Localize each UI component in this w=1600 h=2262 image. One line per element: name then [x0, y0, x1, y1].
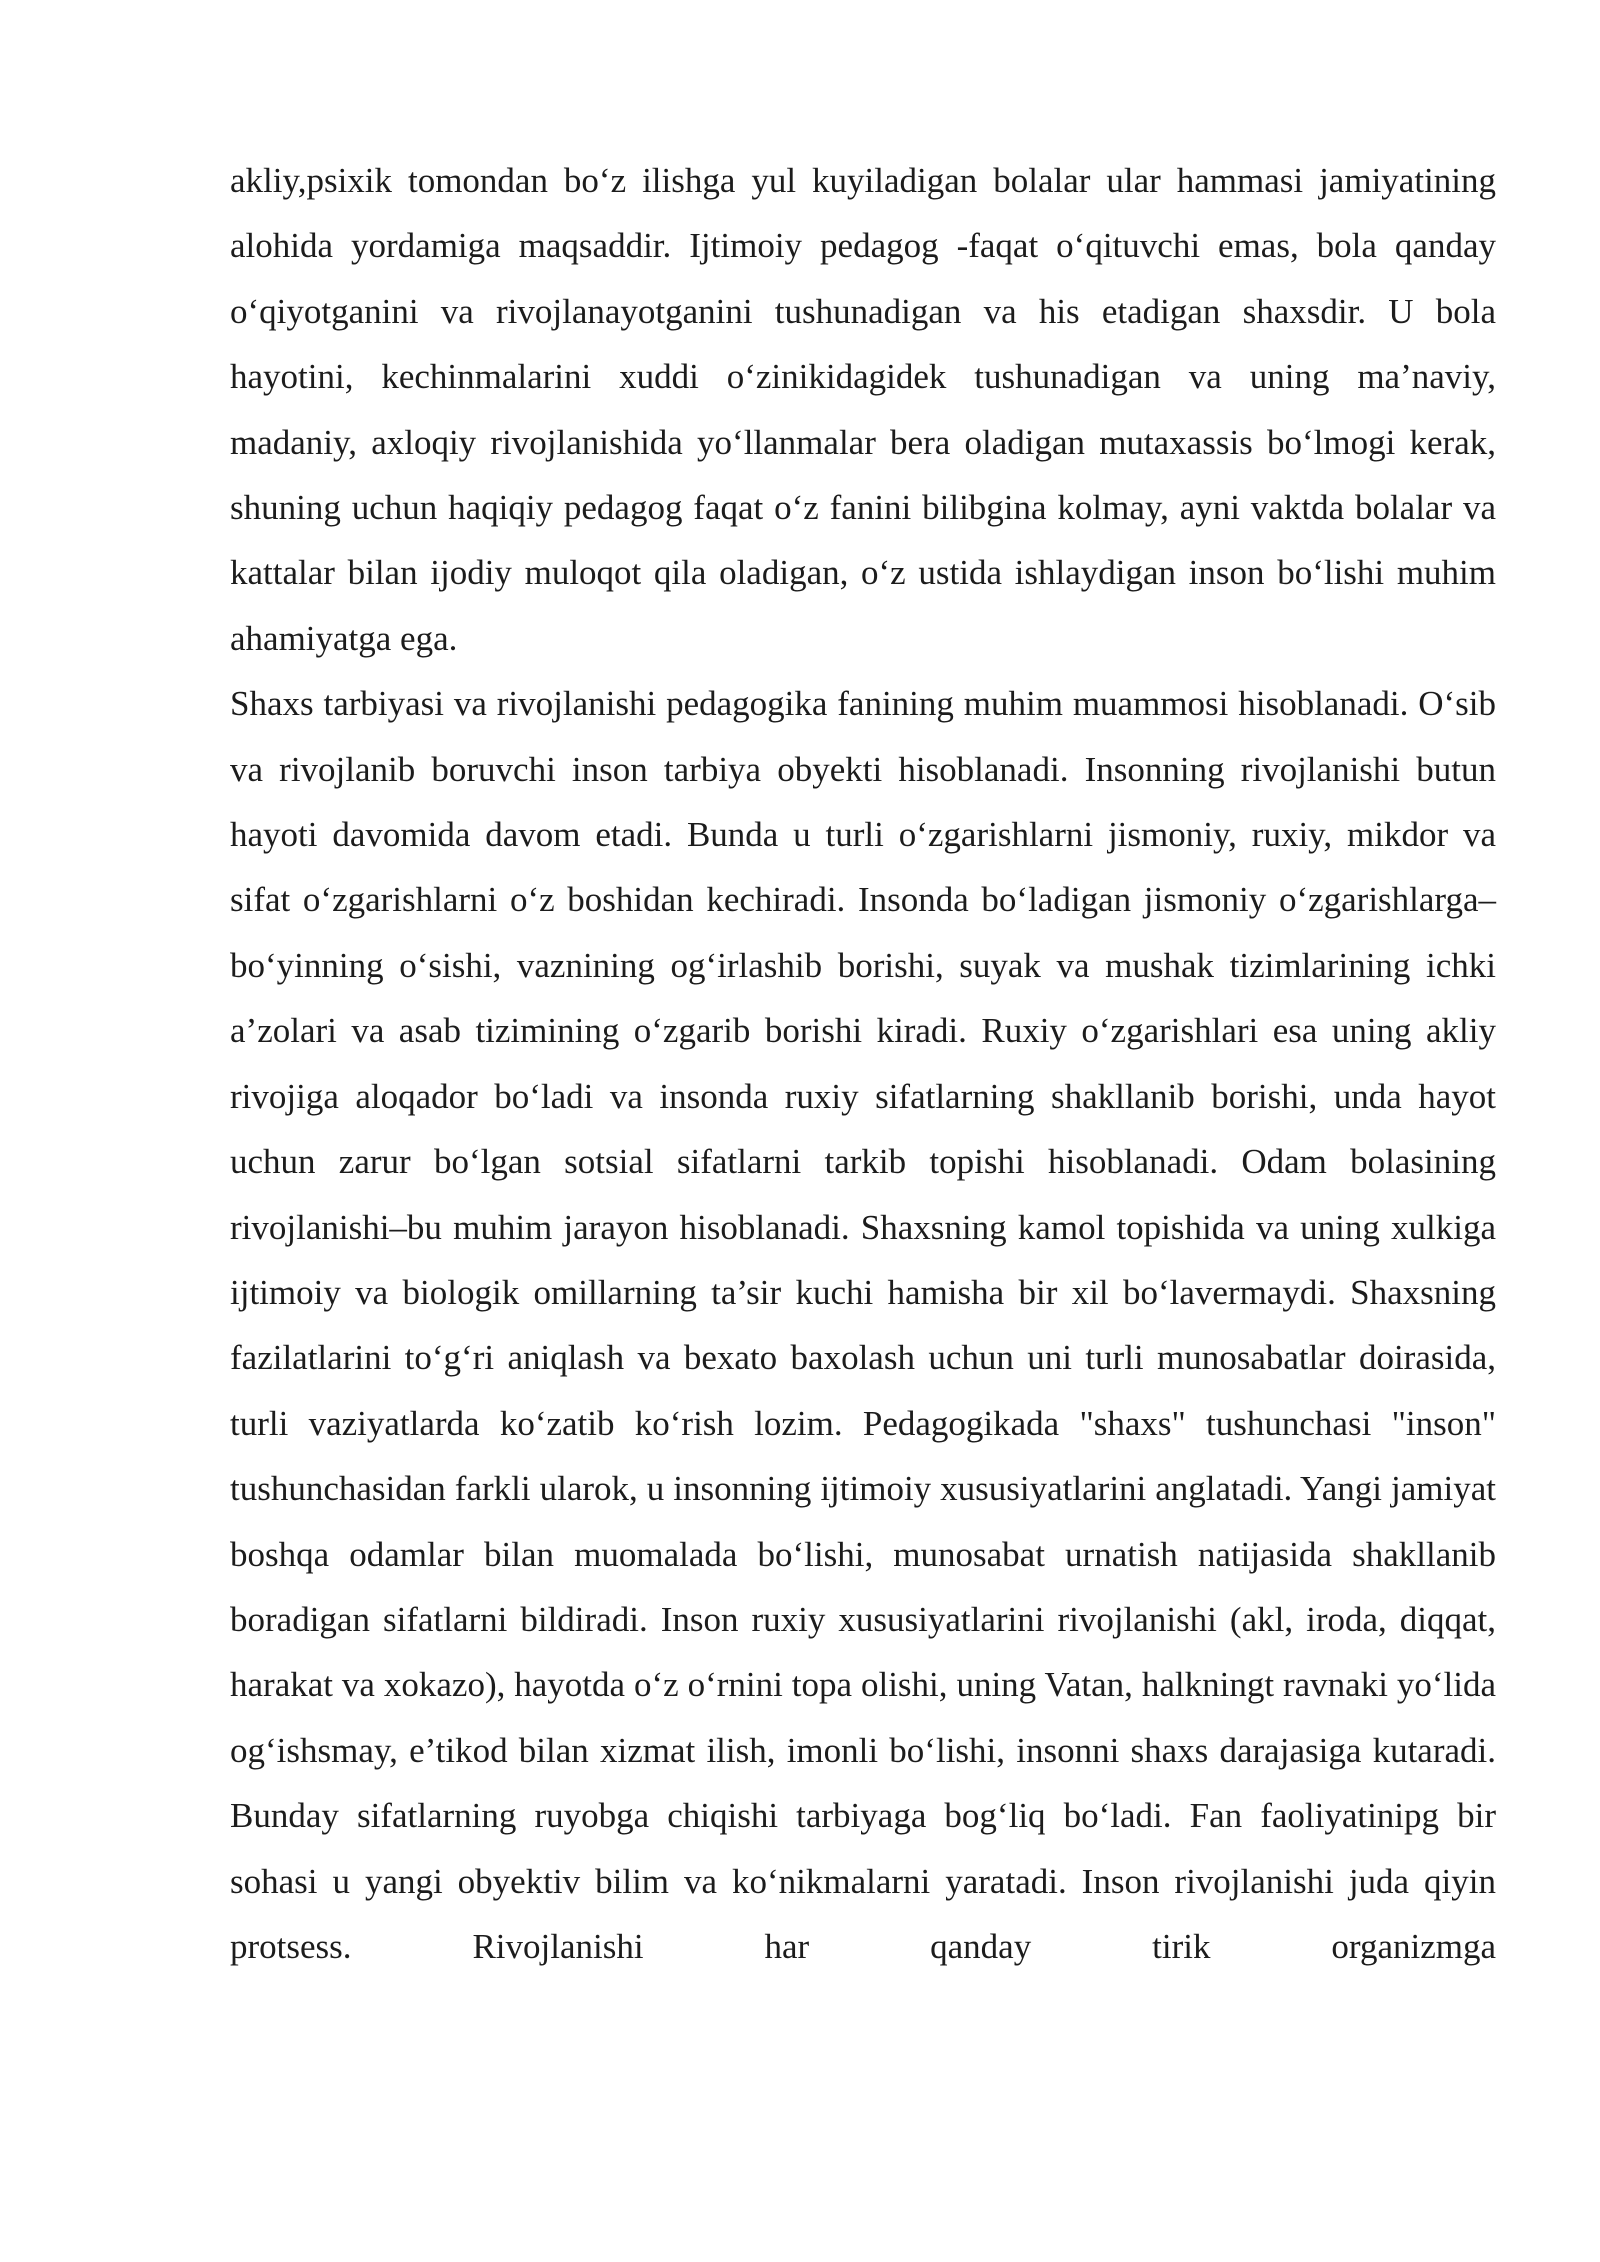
paragraph-1: akliy,psixik tomondan bo‘z ilishga yul kuyiladigan bolalar ular hammasi jamiyatining alohida yordamiga maqsaddir. Ijtimoiy pedagog -faqat o‘qituvchi emas, bola qanday o‘qiyotganini va rivojlanayotganini tushunadigan va his etadigan shaxsdir. U bola hayotini, kechinmalarini xuddi o‘zinikidagidek tushunadigan va uning ma’naviy, madaniy, axloqiy rivojlanishida yo‘llanmalar bera oladigan mutaxassis bo‘lmogi kerak, shuning uchun haqiqiy pedagog faqat o‘z fanini bilibgina kolmay, ayni vaktda bolalar va kattalar bilan ijodiy muloqot qila oladigan, o‘z ustida ishlaydigan inson bo‘lishi muhim ahamiyatga ega.	[230, 161, 1496, 658]
document-page	[230, 148, 1496, 1979]
paragraph-2: Shaxs tarbiyasi va rivojlanishi pedagogika fanining muhim muammosi hisoblanadi. O‘sib va rivojlanib boruvchi inson tarbiya obyekti hisoblanadi. Insonning rivojlanishi butun hayoti davomida davom etadi. Bunda u turli o‘zgarishlarni jismoniy, ruxiy, mikdor va sifat o‘zgarishlarni o‘z boshidan kechiradi. Insonda bo‘ladigan jismoniy o‘zgarishlarga–bo‘yinning o‘sishi, vaznining og‘irlashib borishi, suyak va mushak tizimlarining ichki a’zolari va asab tizimining o‘zgarib borishi kiradi. Ruxiy o‘zgarishlari esa uning akliy rivojiga aloqador bo‘ladi va insonda ruxiy sifatlarning shakllanib borishi, unda hayot uchun zarur bo‘lgan sotsial sifatlarni tarkib topishi hisoblanadi. Odam bolasining rivojlanishi–bu muhim jarayon hisoblanadi. Shaxsning kamol topishida va uning xulkiga ijtimoiy va biologik omillarning ta’sir kuchi hamisha bir xil bo‘lavermaydi. Shaxsning fazilatlarini to‘g‘ri aniqlash va bexato baxolash uchun uni turli munosabatlar doirasida, turli vaziyatlarda ko‘zatib ko‘rish lozim. Pedagogikada "shaxs" tushunchasi "inson" tushunchasidan farkli ularok, u insonning ijtimoiy xususiyatlarini anglatadi. Yangi jamiyat boshqa odamlar bilan muomalada bo‘lishi, munosabat urnatish natijasida shakllanib boradigan sifatlarni bildiradi. Inson ruxiy xususiyatlarini rivojlanishi (akl, iroda, diqqat, harakat va xokazo), hayotda o‘z o‘rnini topa olishi, uning Vatan, halkningt ravnaki yo‘lida og‘ishsmay, e’tikod bilan xizmat ilish, imonli bo‘lishi, insonni shaxs darajasiga kutaradi. Bunday sifatlarning ruyobga chiqishi tarbiyaga bog‘liq bo‘ladi. Fan faoliyatinipg bir sohasi u yangi obyektiv bilim va ko‘nikmalarni yaratadi. Inson rivojlanishi juda qiyin protsess. Rivojlanishi har qanday tirik organizmga	[230, 684, 1496, 1966]
